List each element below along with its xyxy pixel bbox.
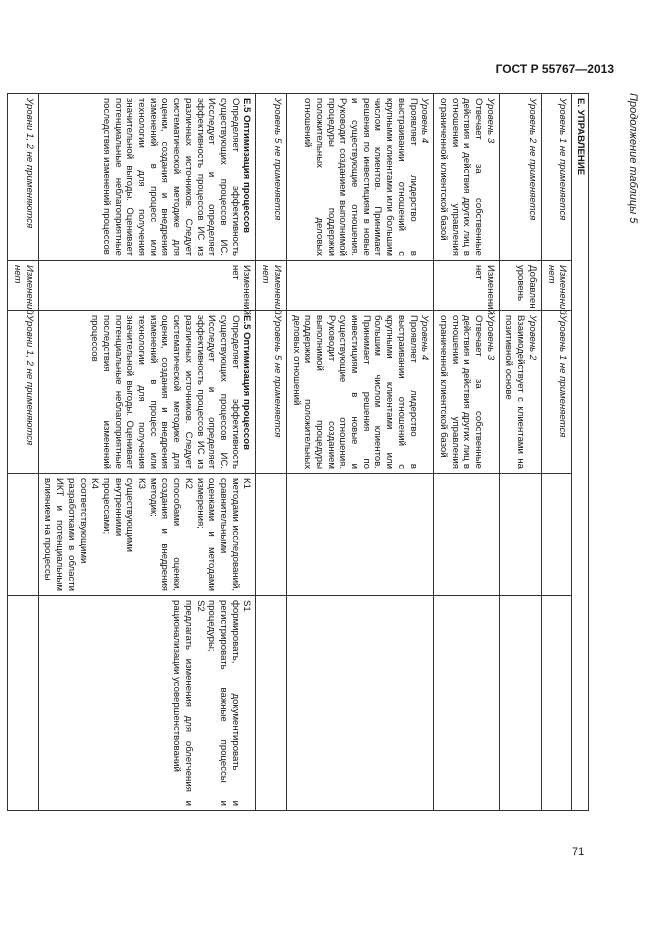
original-level: Уровень 4 [419, 98, 431, 144]
knowledge-code: К3 [136, 478, 148, 489]
cell-original: Уровень 2 не применяется [499, 94, 541, 261]
document-code: ГОСТ Р 55767—2013 [495, 62, 614, 76]
section-title: Е. УПРАВЛЕНИЕ [572, 94, 589, 811]
table-row [256, 94, 286, 811]
skill-text: предлагать изменения для облегчения и рационализации усовершенствований [171, 600, 194, 807]
cell-knowledge [434, 474, 500, 596]
cell-change: Изменений нет [434, 261, 500, 311]
cell-skills [434, 596, 500, 811]
cell-change [286, 261, 433, 311]
cell-skills [499, 596, 541, 811]
cell-skills [286, 596, 433, 811]
cell-change: Изменений нет [541, 261, 571, 311]
cell-original: Уровень 5 не применяется [256, 94, 286, 261]
competence-table [7, 93, 589, 811]
cell-skills [541, 596, 571, 811]
cell-knowledge [541, 474, 571, 596]
table-row [499, 94, 541, 811]
cell-knowledge [38, 474, 256, 596]
knowledge-code: К4 [89, 478, 101, 489]
cell-knowledge [499, 474, 541, 596]
revised-level: Уровень 3 [484, 315, 496, 361]
knowledge-text: способами оценки, создания и внедрения методик; [147, 478, 183, 591]
cell-skills [256, 596, 286, 811]
original-text: Отвечает за собственные действия и действия других лиц в отношении управления ограниченной клиентской базой [437, 98, 485, 256]
table-row [286, 94, 433, 811]
cell-knowledge [256, 474, 286, 596]
cell-skills [38, 596, 256, 811]
cell-revised [38, 311, 256, 474]
cell-original [38, 94, 256, 261]
cell-change: Изменений нет [38, 261, 256, 311]
cell-revised [286, 311, 433, 474]
revised-text: Проявляет лидерство в выстраивании отношений с крупными клиентами или большим числом клиентов. Принимает решения по инвестициям в новые и существующие отношения. Руководит созданием выполнимой процедуры поддержки положительных деловых отношений [290, 315, 419, 469]
competence-title: Е.5 Оптимизация процессов [241, 98, 253, 234]
revised-level: Уровень 2 [526, 315, 538, 361]
cell-revised: Уровень 5 не применяется [256, 311, 286, 474]
table-row [38, 94, 256, 811]
table-row [8, 94, 38, 811]
table-row [541, 94, 571, 811]
cell-revised [499, 311, 541, 474]
cell-original: Уровень 1 не применяется [541, 94, 571, 261]
skill-code: S2 [194, 600, 206, 612]
table-row [434, 94, 500, 811]
skill-text: формировать, документировать и регистрировать важные процессы и процедуры; [206, 600, 241, 807]
cell-change: Добавлен уровень [499, 261, 541, 311]
cell-skills [8, 596, 38, 811]
competence-description: Определяет эффективность существующих процессов ИС. Исследует и определяет эффективность процессов ИС из различных источников. Следует систематической методике для оценки, создания и внедрения изменений в процесс или технологии для получения значительной выгоды. Оценивает потенциальные неблагоприятные последствия изменений процессов [100, 98, 241, 256]
knowledge-text: соответствующими разработками в области ИКТ и потенциальным влиянием на процессы [42, 478, 89, 591]
cell-original [286, 94, 433, 261]
cell-original [434, 94, 500, 261]
cell-change: Изменений нет [8, 261, 38, 311]
cell-knowledge [8, 474, 38, 596]
rotated-table-container [12, 93, 639, 810]
knowledge-code: К1 [241, 478, 253, 489]
cell-knowledge [286, 474, 433, 596]
original-level: Уровень 3 [484, 98, 496, 144]
page-number: 71 [572, 846, 585, 858]
knowledge-text: существующими внутренними процессами; [100, 478, 136, 552]
revised-level: Уровень 4 [419, 315, 431, 361]
section-row [572, 94, 589, 811]
cell-change: Изменений нет [256, 261, 286, 311]
cell-revised [434, 311, 500, 474]
revised-text: Отвечает за собственные действия и действия других лиц в отношении управления ограниченной клиентской базой [437, 315, 485, 469]
cell-revised: Уровни 1, 2 не применяются [8, 311, 38, 474]
revised-text: Взаимодействует с клиентами на позитивной основе [503, 315, 527, 469]
knowledge-code: К2 [182, 478, 194, 489]
knowledge-text: методами исследований, сравнительными оценками и методами измерения; [194, 478, 241, 591]
cell-original: Уровни 1, 2 не применяются [8, 94, 38, 261]
cell-revised: Уровень 1 не применяется [541, 311, 571, 474]
table-caption: Продолжение таблицы 5 [627, 93, 639, 224]
competence-title: Е.5 Оптимизация процессов [241, 315, 253, 451]
competence-description: Определяет эффективность существующих процессов ИС. Исследует и определяет эффективность процессов ИС из различных источников. Следует систематической методике для оценки, создания и внедрения изменений в процесс или технологии для получения значительной выгоды. Оценивает потенциальные неблагоприятные последствия изменений процессов [89, 315, 241, 469]
skill-code: S1 [241, 600, 253, 612]
original-text: Проявляет лидерство в выстраивании отношений с крупными клиентами или большим числом клиентов. Принимает решения по инвестициям в новые и существующие отношения. Руководит созданием выполнимой процедуры поддержки положительных деловых отношений [302, 98, 419, 256]
